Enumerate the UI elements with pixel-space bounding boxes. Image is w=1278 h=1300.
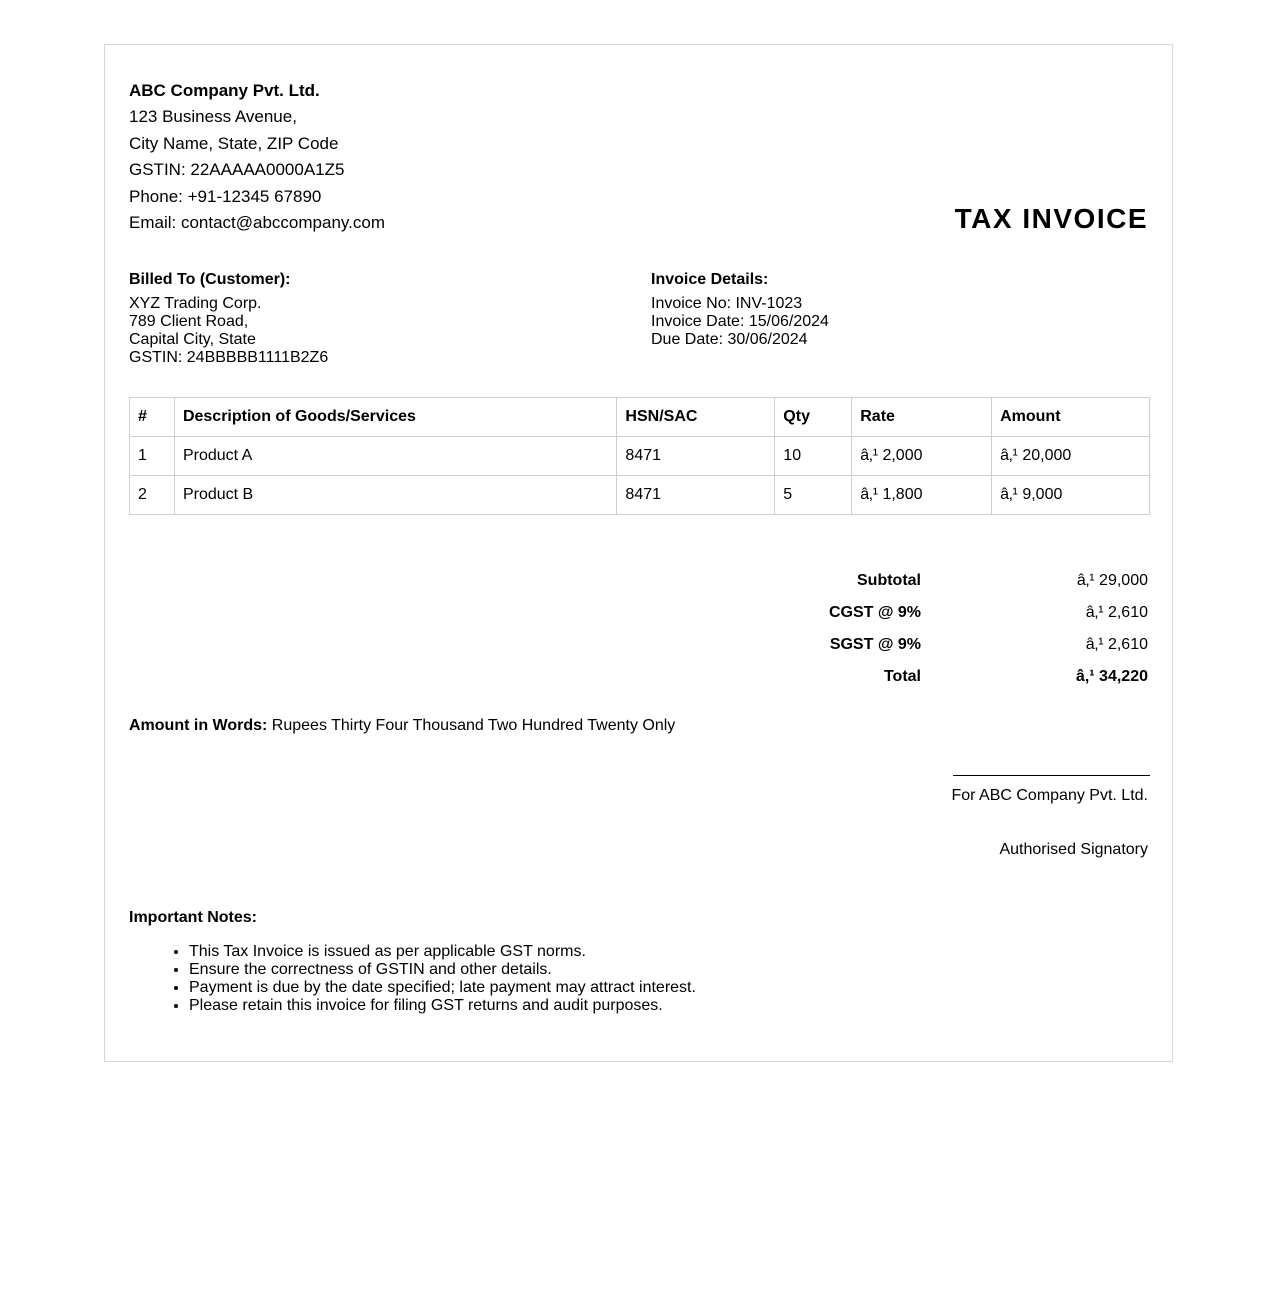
column-header-amount: Amount	[992, 398, 1150, 437]
total-value: â‚¹ 34,220	[1075, 668, 1148, 685]
column-header-number: #	[130, 398, 175, 437]
cell-hsn-sac: 8471	[617, 476, 775, 515]
note-item: • Ensure the correctness of GSTIN and other details.	[189, 961, 696, 979]
cell-qty: 10	[775, 437, 852, 476]
cgst-label: CGST @ 9%	[828, 604, 921, 621]
note-item: • Please retain this invoice for filing GST returns and audit purposes.	[189, 997, 696, 1015]
cell-description: Product A	[174, 437, 616, 476]
column-header-hsn-sac: HSN/SAC	[617, 398, 775, 437]
table-header-row	[130, 398, 1150, 437]
signature-line	[953, 775, 1150, 776]
notes-list	[149, 943, 696, 1015]
cgst-value: â‚¹ 2,610	[1085, 604, 1148, 621]
note-item: • Payment is due by the date specified; late payment may attract interest.	[189, 979, 696, 997]
billed-to-line: 789 Client Road,	[129, 313, 249, 330]
document-title: TAX INVOICE	[954, 203, 1148, 234]
notes-heading: Important Notes:	[129, 909, 257, 926]
items-table	[129, 397, 1150, 515]
company-address-line-2: City Name, State, ZIP Code	[129, 134, 339, 153]
cell-amount: â‚¹ 20,000	[992, 437, 1150, 476]
cell-rate: â‚¹ 1,800	[852, 476, 992, 515]
subtotal-value: â‚¹ 29,000	[1076, 572, 1148, 589]
table-row	[130, 437, 1150, 476]
subtotal-label: Subtotal	[857, 572, 921, 589]
sgst-value: â‚¹ 2,610	[1085, 636, 1148, 653]
amount-in-words-label: Amount in Words:	[129, 717, 268, 734]
due-date: Due Date: 30/06/2024	[651, 331, 808, 348]
company-name: ABC Company Pvt. Ltd.	[129, 81, 320, 100]
company-phone: Phone: +91-12345 67890	[129, 187, 322, 206]
amount-in-words-text: Rupees Thirty Four Thousand Two Hundred Twenty Only	[267, 717, 676, 734]
company-gstin: GSTIN: 22AAAAA0000A1Z5	[129, 160, 345, 179]
cell-rate: â‚¹ 2,000	[852, 437, 992, 476]
billed-to-line: Capital City, State	[129, 331, 256, 348]
company-address-line-1: 123 Business Avenue,	[129, 107, 297, 126]
column-header-rate: Rate	[852, 398, 992, 437]
amount-in-words	[129, 717, 675, 735]
cell-qty: 5	[775, 476, 852, 515]
note-item: • This Tax Invoice is issued as per applicable GST norms.	[189, 943, 696, 961]
sgst-label: SGST @ 9%	[829, 636, 921, 653]
cell-amount: â‚¹ 9,000	[992, 476, 1150, 515]
cell-hsn-sac: 8471	[617, 437, 775, 476]
column-header-description: Description of Goods/Services	[174, 398, 616, 437]
signature-company: For ABC Company Pvt. Ltd.	[951, 787, 1148, 804]
invoice-date: Invoice Date: 15/06/2024	[651, 313, 829, 330]
billed-to-line: XYZ Trading Corp.	[129, 295, 262, 312]
total-label: Total	[883, 668, 921, 685]
cell-number: 1	[130, 437, 175, 476]
invoice-number: Invoice No: INV-1023	[651, 295, 803, 312]
invoice-details-heading: Invoice Details:	[651, 271, 769, 288]
billed-to-heading: Billed To (Customer):	[129, 271, 291, 288]
table-row	[130, 476, 1150, 515]
billed-to-line: GSTIN: 24BBBBB1111B2Z6	[129, 349, 329, 366]
cell-number: 2	[130, 476, 175, 515]
invoice-sheet	[104, 44, 1173, 1062]
column-header-qty: Qty	[775, 398, 852, 437]
company-email: Email: contact@abccompany.com	[129, 213, 385, 232]
cell-description: Product B	[174, 476, 616, 515]
authorised-signatory: Authorised Signatory	[999, 841, 1148, 858]
